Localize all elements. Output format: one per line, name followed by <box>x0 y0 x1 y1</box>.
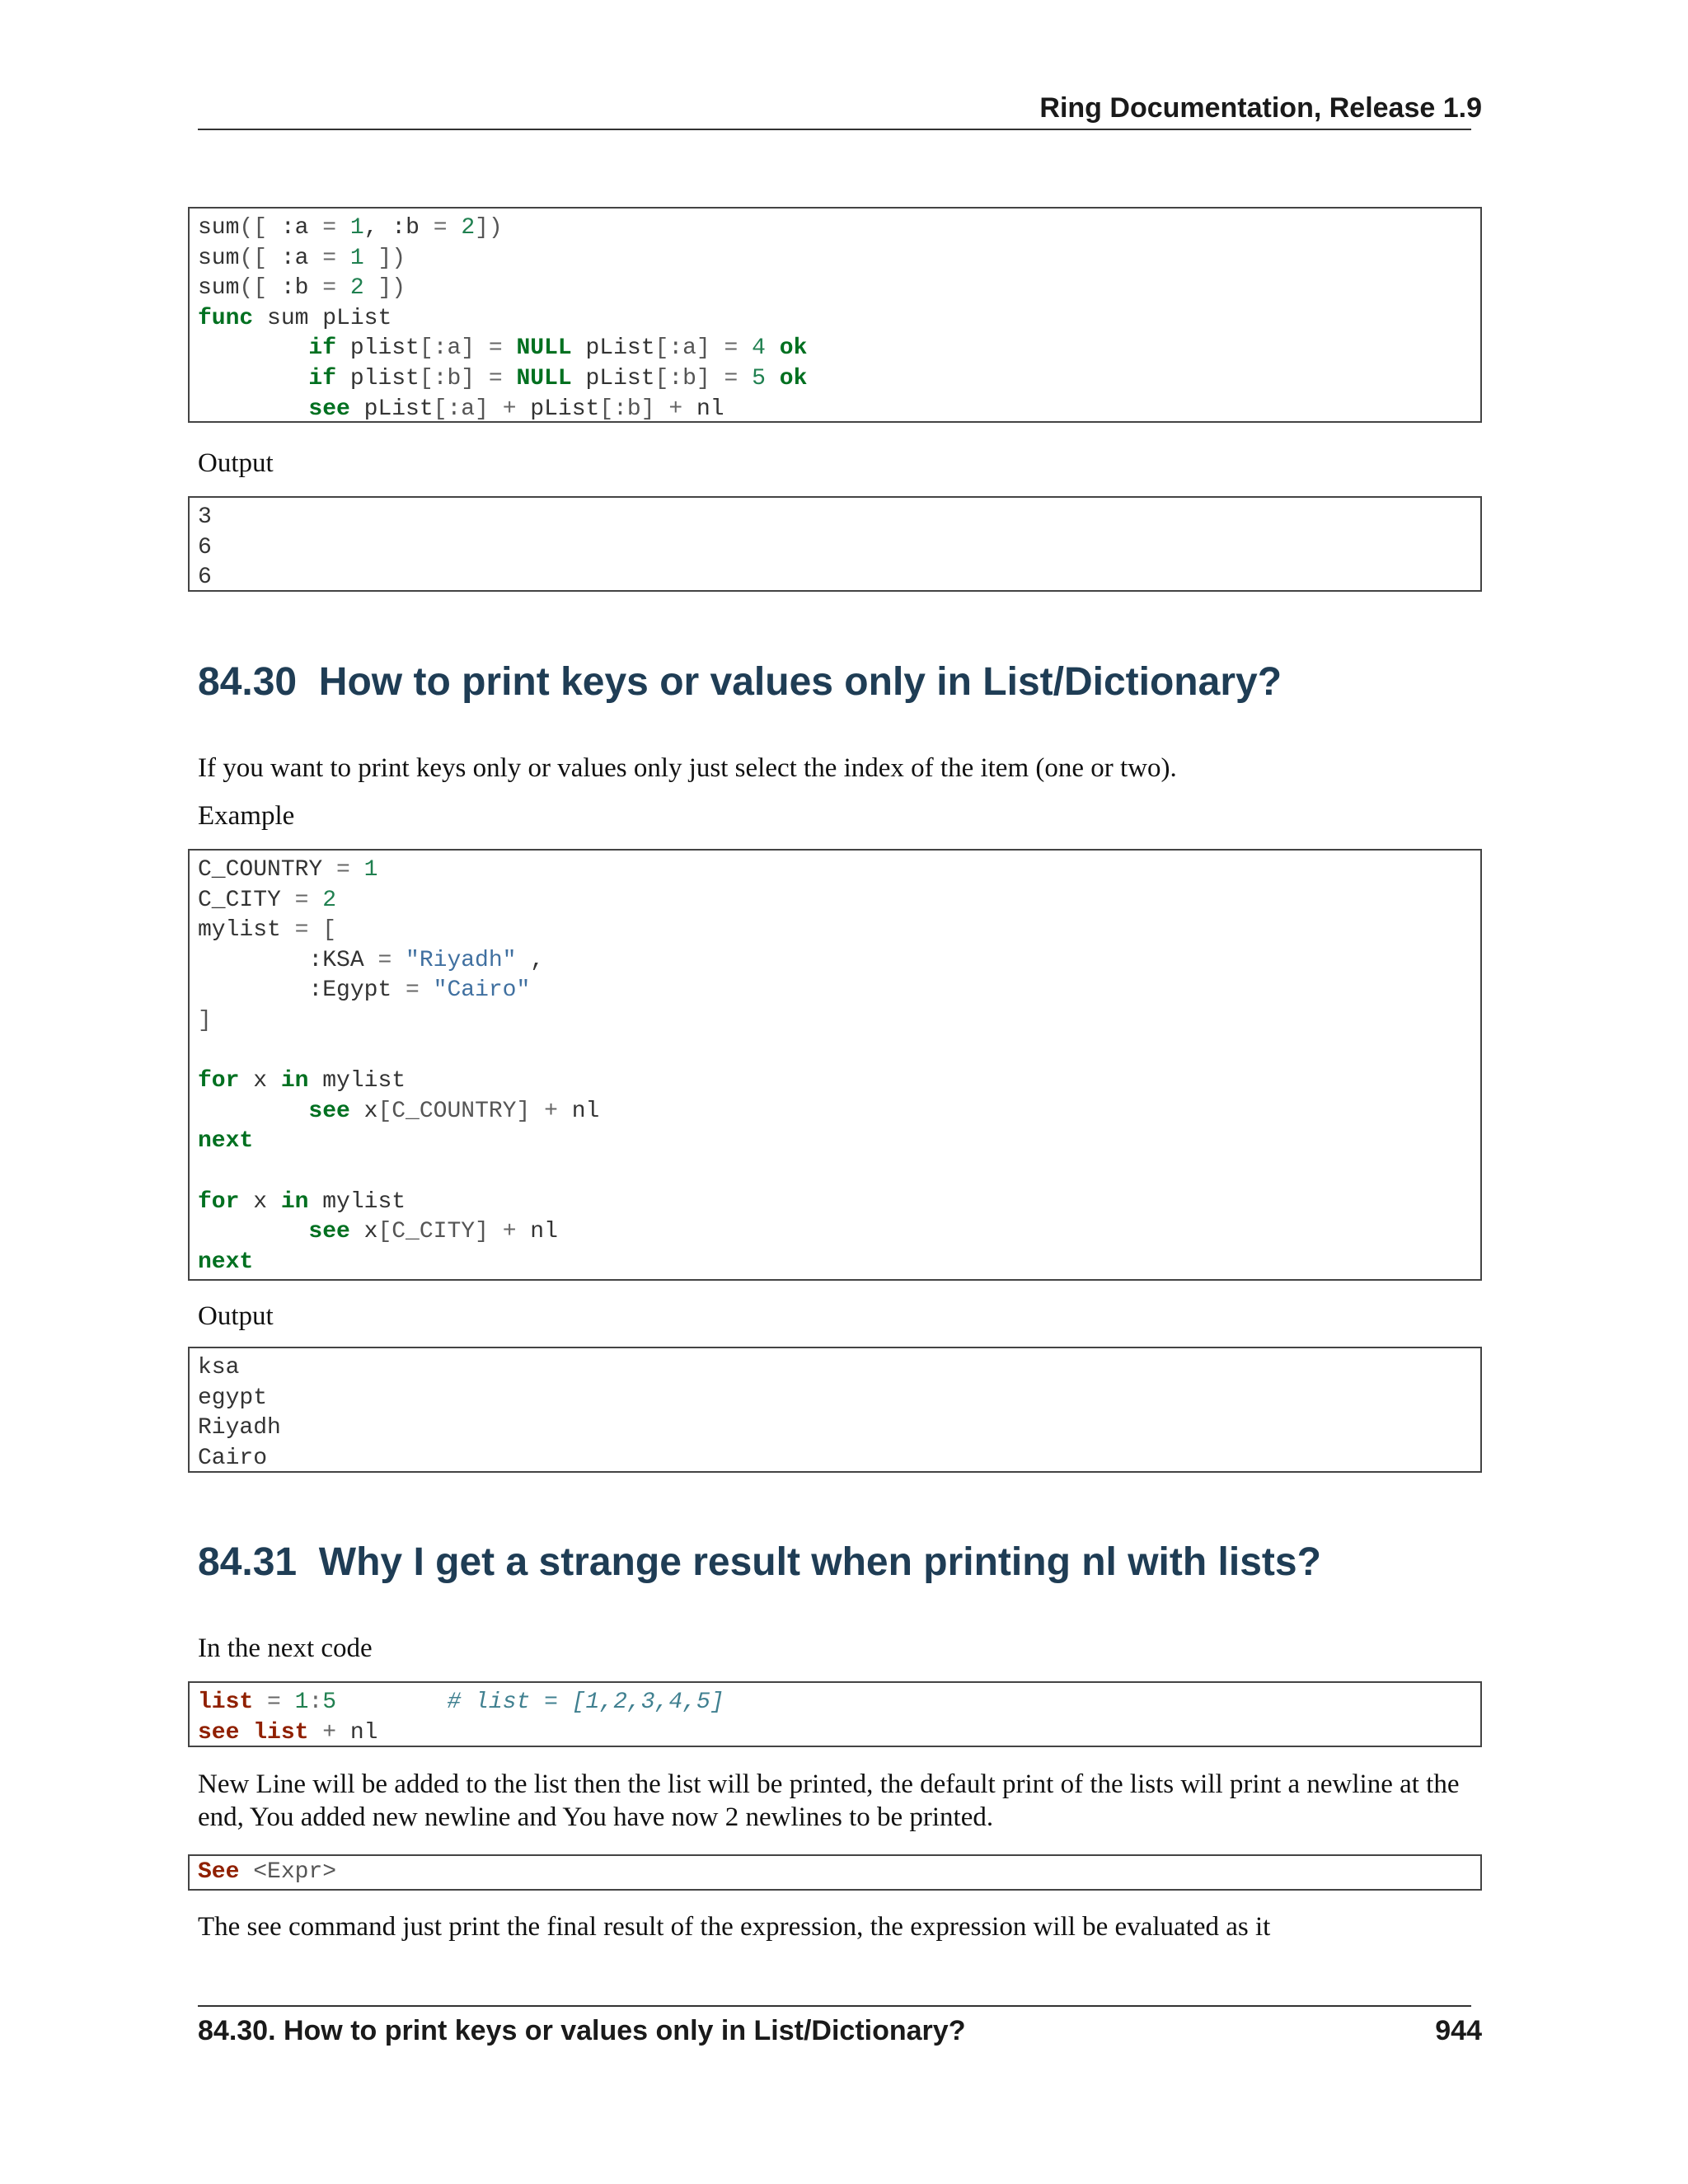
number-token: 1 <box>349 215 364 241</box>
text-token: :a <box>280 245 323 271</box>
keyword-token: See <box>198 1859 240 1885</box>
operator-token: = <box>294 887 323 913</box>
output-label: Output <box>198 1301 274 1331</box>
text-token: sum <box>198 275 240 302</box>
code-line <box>198 1037 1472 1067</box>
punctuation-token: [C_CITY] <box>377 1219 503 1245</box>
text-token: Riyadh <box>198 1415 281 1441</box>
operator-token: : <box>308 1690 323 1715</box>
keyword-token: if <box>308 365 337 391</box>
text-token: nl <box>696 396 724 422</box>
keyword-token: next <box>198 1128 254 1155</box>
operator-token: = <box>433 215 462 241</box>
operator-token: + <box>668 396 696 422</box>
keyword-token: in <box>280 1068 309 1094</box>
operator-token: = <box>724 365 753 391</box>
text-token: sum <box>198 245 240 271</box>
text-token: Cairo <box>198 1445 268 1471</box>
code-line <box>198 1188 1472 1218</box>
keyword-token: see <box>308 1219 350 1245</box>
keyword-token: if <box>308 335 337 362</box>
text-token: nl <box>349 1719 378 1746</box>
code-line <box>198 1353 1472 1384</box>
text-token: :b <box>280 275 323 302</box>
punctuation-token: ]) <box>363 275 406 302</box>
code-line <box>198 364 1472 395</box>
code-line <box>198 1097 1472 1127</box>
text-token <box>198 366 308 391</box>
text-token: 6 <box>198 565 212 591</box>
keyword-token: func <box>198 305 254 331</box>
punctuation-token: [:b] <box>654 365 724 391</box>
text-token: nl <box>530 1219 558 1245</box>
text-token: plist <box>336 365 420 391</box>
number-token: 2 <box>461 215 476 241</box>
text-token: mylist <box>308 1188 406 1215</box>
section-number: 84.31 <box>198 1540 298 1584</box>
paragraph: The see command just print the final result of the expression, the expression will be evaluated as it <box>198 1912 1271 1942</box>
text-token: :KSA <box>198 947 378 973</box>
code-line <box>198 1006 1472 1037</box>
text-token: pList <box>571 365 655 391</box>
code-line <box>198 274 1472 304</box>
text-token: plist <box>336 335 420 362</box>
text-token <box>766 335 780 361</box>
code-line <box>198 1858 1472 1888</box>
section-number: 84.30 <box>198 660 298 704</box>
punctuation-token: [:a] <box>654 335 724 362</box>
section-title: How to print keys or values only in List/Dictionary? <box>318 660 1282 704</box>
operator-token: = <box>488 335 517 362</box>
text-token <box>308 1720 322 1746</box>
code-line <box>198 946 1472 977</box>
code-block-list-nl <box>188 1681 1482 1747</box>
number-token: 4 <box>752 335 766 362</box>
output-label: Output <box>198 448 274 478</box>
page-number: 944 <box>1435 2015 1482 2046</box>
number-token: 2 <box>349 275 364 302</box>
text-token <box>198 1099 308 1124</box>
keyword-token: see <box>198 1719 240 1746</box>
text-token: ksa <box>198 1355 240 1380</box>
footer-rule <box>198 2005 1471 2007</box>
text-token: egypt <box>198 1385 268 1411</box>
code-line <box>198 886 1472 916</box>
code-line <box>198 213 1472 244</box>
operator-token: = <box>488 365 517 391</box>
number-token: 5 <box>322 1690 337 1715</box>
keyword-token: in <box>280 1188 309 1215</box>
keyword-token: list <box>253 1719 309 1746</box>
code-line <box>198 1127 1472 1157</box>
punctuation-token: [:a] <box>433 396 503 422</box>
code-line <box>198 1413 1472 1444</box>
punctuation-token: ]) <box>363 245 406 271</box>
text-token <box>198 335 308 361</box>
text-token: C_CITY <box>198 887 295 913</box>
section-heading-84-30 <box>198 659 1282 705</box>
code-block-sum-example <box>188 207 1482 423</box>
code-line <box>198 1157 1472 1188</box>
code-block-see-expr <box>188 1854 1482 1891</box>
text-token: pList <box>571 335 655 362</box>
text-token: x <box>239 1068 281 1094</box>
keyword-token: see <box>308 396 350 422</box>
text-token <box>336 1690 447 1715</box>
code-line <box>198 334 1472 364</box>
number-token: 1 <box>363 857 378 883</box>
operator-token: = <box>322 215 350 241</box>
punctuation-token: ] <box>198 1007 212 1033</box>
operator-token: = <box>724 335 753 362</box>
text-token: :Egypt <box>198 977 406 1004</box>
keyword-token: for <box>198 1068 240 1094</box>
comment-token: # list = [1,2,3,4,5] <box>447 1690 724 1715</box>
example-label: Example <box>198 801 295 831</box>
operator-token: = <box>294 917 323 944</box>
keyword-token: list <box>198 1690 254 1715</box>
text-token: x <box>349 1098 378 1124</box>
text-token: 6 <box>198 534 212 560</box>
code-line <box>198 976 1472 1006</box>
code-line <box>198 395 1472 423</box>
code-line <box>198 503 1472 533</box>
code-block-keys-values <box>188 849 1482 1281</box>
paragraph: In the next code <box>198 1633 373 1663</box>
punctuation-token: ([ <box>239 245 281 271</box>
text-token <box>766 366 780 391</box>
operator-token: = <box>322 245 350 271</box>
keyword-token: ok <box>779 365 808 391</box>
operator-token: = <box>406 977 434 1004</box>
keyword-token: NULL <box>516 335 572 362</box>
code-line <box>198 916 1472 946</box>
text-token: sum <box>198 215 240 241</box>
text-token: x <box>349 1219 378 1245</box>
header-rule <box>198 129 1471 130</box>
punctuation-token: [C_COUNTRY] <box>377 1098 545 1124</box>
keyword-token: for <box>198 1188 240 1215</box>
text-token <box>198 1219 308 1244</box>
operator-token: = <box>267 1690 295 1715</box>
number-token: 5 <box>752 365 766 391</box>
punctuation-token: <Expr> <box>253 1859 337 1885</box>
output-block-sum <box>188 496 1482 592</box>
keyword-token: see <box>308 1098 350 1124</box>
operator-token: + <box>502 396 531 422</box>
output-block-keys-values <box>188 1347 1482 1473</box>
punctuation-token: ([ <box>239 275 281 302</box>
code-line <box>198 1384 1472 1414</box>
punctuation-token: ([ <box>239 215 281 241</box>
number-token: 1 <box>294 1690 309 1715</box>
text-token: mylist <box>198 917 295 944</box>
text-token: , <box>516 947 545 973</box>
text-token: pList <box>349 396 434 422</box>
paragraph: New Line will be added to the list then the list will be printed, the default print of the lists will print a newline at the end, You added new newline and You have now 2 newlines to be printed. <box>198 1769 1460 1832</box>
code-line <box>198 1718 1472 1747</box>
operator-token: = <box>336 857 364 883</box>
punctuation-token: [:b] <box>419 365 489 391</box>
code-line <box>198 1688 1472 1718</box>
string-token: "Riyadh" <box>406 947 517 973</box>
section-heading-84-31 <box>198 1540 1321 1585</box>
operator-token: = <box>322 275 350 302</box>
text-token: , :b <box>363 215 434 241</box>
operator-token: + <box>544 1098 572 1124</box>
keyword-token: next <box>198 1249 254 1275</box>
section-title: Why I get a strange result when printing nl with lists? <box>318 1540 1321 1584</box>
text-token: x <box>239 1188 281 1215</box>
text-token: :a <box>280 215 323 241</box>
operator-token: = <box>377 947 406 973</box>
keyword-token: NULL <box>516 365 572 391</box>
punctuation-token: [ <box>322 917 337 944</box>
keyword-token: ok <box>779 335 808 362</box>
text-token: C_COUNTRY <box>198 857 337 883</box>
code-line <box>198 533 1472 564</box>
punctuation-token: ]) <box>475 215 503 241</box>
text-token <box>239 1859 253 1885</box>
code-line <box>198 1444 1472 1473</box>
text-token <box>198 396 308 422</box>
punctuation-token: [:b] <box>599 396 669 422</box>
text-token: pList <box>530 396 600 422</box>
text-token <box>253 1690 267 1715</box>
punctuation-token: [:a] <box>419 335 489 362</box>
text-token: 3 <box>198 504 212 530</box>
code-line <box>198 304 1472 335</box>
code-line <box>198 563 1472 592</box>
code-line <box>198 1066 1472 1097</box>
code-line <box>198 1248 1472 1278</box>
paragraph: If you want to print keys only or values only just select the index of the item (one or two). <box>198 753 1177 783</box>
footer-section-title: 84.30. How to print keys or values only in List/Dictionary? <box>198 2015 966 2046</box>
text-token <box>239 1720 253 1746</box>
text-token: nl <box>571 1098 600 1124</box>
operator-token: + <box>322 1719 350 1746</box>
number-token: 2 <box>322 887 337 913</box>
operator-token: + <box>502 1219 531 1245</box>
number-token: 1 <box>349 245 364 271</box>
code-line <box>198 244 1472 274</box>
text-token: mylist <box>308 1068 406 1094</box>
code-line <box>198 855 1472 886</box>
running-header: Ring Documentation, Release 1.9 <box>1039 92 1482 124</box>
code-line <box>198 1217 1472 1248</box>
text-token: sum pList <box>253 305 392 331</box>
string-token: "Cairo" <box>433 977 531 1004</box>
